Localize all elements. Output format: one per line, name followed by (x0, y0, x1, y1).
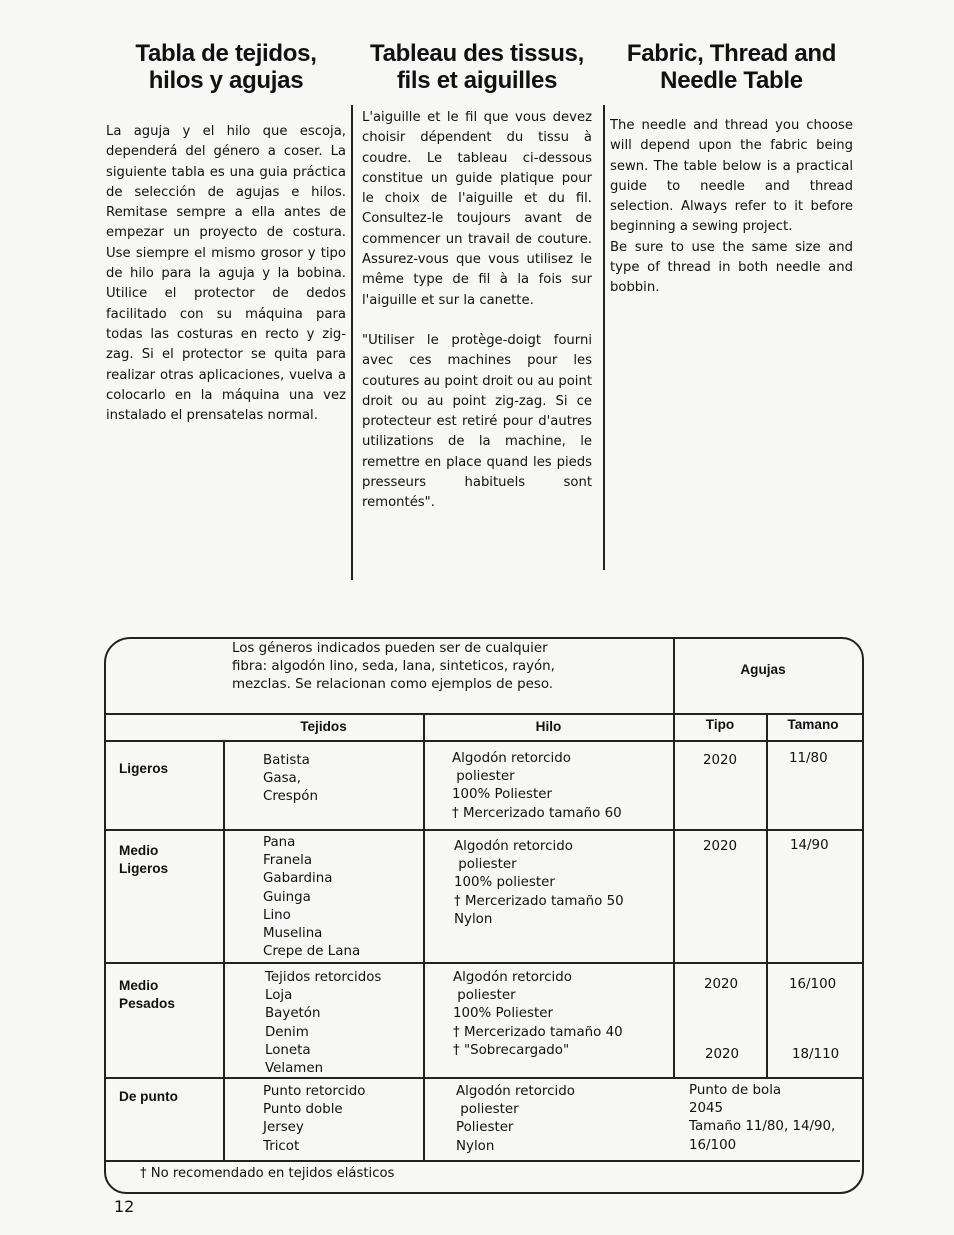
table-rule (104, 740, 862, 742)
fabrics-cell: Tejidos retorcidos Loja Bayetón Denim Loneta Velamen (265, 970, 382, 1077)
english-body: The needle and thread you choose will depend upon the fabric being sewn. The table below is a practical guide to needle and thread selection. Always refer to it before beginning a sewing project. (610, 118, 853, 235)
table-rule (766, 713, 768, 1077)
english-title: Fabric, Thread and Needle Table (626, 40, 837, 94)
spanish-title: Tabla de tejidos, hilos y agujas (135, 40, 317, 94)
header-tipo: Tipo (705, 717, 735, 732)
english-column (610, 40, 853, 299)
fabrics-cell: Punto retorcido Punto doble Jersey Tricot (263, 1084, 366, 1154)
needle-cell: Punto de bola 2045 Tamaño 11/80, 14/90, 16/100 (689, 1083, 836, 1153)
agujas-header: Agujas (740, 662, 786, 677)
header-tamano: Tamano (787, 717, 839, 732)
table-rule (104, 962, 862, 964)
french-body-2: "Utiliser le protège-doigt fourni avec ces machines pour les coutures au point droit ou au point droit ou au point zig-zag. Si ce protecteur est retiré pour d'autres utilizations de la machine, le remettre en place quand les pieds presseurs habituels sont remontés". (362, 332, 592, 511)
thread-cell: Algodón retorcido poliester Poliester Nylon (456, 1084, 575, 1154)
table-rule (104, 829, 862, 831)
column-divider (603, 105, 605, 570)
column-divider (351, 105, 353, 580)
weight-label: Medio Pesados (119, 978, 175, 1012)
tamano-cell: 11/80 (789, 751, 828, 766)
french-body: L'aiguille et le fil que vous devez choisir dépendent du tissu à coudre. Le tableau ci-dessous constitue un guide platique pour le choix de l'aiguille et du fil. Consultez-le toujours avant de commencer un travail de couture. Assurez-vous que vous utilisez le même type de fil à la fois sur l'aiguille et sur la canette. (362, 110, 592, 308)
table-footnote: † No recomendado en tejidos elásticos (140, 1166, 395, 1181)
french-title: Tableau des tissus, fils et aiguilles (370, 40, 584, 94)
weight-label: De punto (119, 1089, 178, 1104)
tipo-cell: 2020 (703, 753, 738, 768)
tamano-cell: 16/100 (789, 977, 837, 992)
header-tejidos: Tejidos (300, 719, 347, 734)
table-intro: Los géneros indicados pueden ser de cualquier fibra: algodón lino, seda, lana, sinteticos, rayón, mezclas. Se relacionan como ejemplos de peso. (232, 641, 555, 692)
page-number: 12 (114, 1197, 135, 1216)
tamano-cell-2: 18/110 (792, 1047, 840, 1062)
tamano-cell: 14/90 (790, 838, 829, 853)
french-column (362, 40, 592, 514)
table-rule (223, 740, 225, 1160)
weight-label: Medio Ligeros (119, 843, 169, 877)
table-rule (106, 1160, 860, 1162)
tipo-cell-2: 2020 (705, 1047, 740, 1062)
spanish-body: La aguja y el hilo que escoja, dependerá del género a coser. La siguiente tabla es una guia práctica de selección de agujas e hilos. Remitase sempre a ella antes de empezar un proyecto de costura. Use siempre el mismo grosor y tipo de hilo para la aguja y la bobina. Utilice el protector de dedos facilitado con su máquina para todas las costuras en recto y zig-zag. Si el protector se quita para realizar otras aplicaciones, vuelva a colocarlo en la máquina una vez instalado el prensatelas normal. (106, 124, 346, 424)
header-hilo: Hilo (535, 719, 562, 734)
thread-cell: Algodón retorcido poliester 100% poliester † Mercerizado tamaño 50 Nylon (454, 839, 624, 927)
table-rule (673, 637, 675, 1077)
table-rule (423, 713, 425, 1160)
table-rule (104, 1077, 862, 1079)
fabrics-cell: Batista Gasa, Crespón (263, 753, 318, 805)
table-rule (104, 713, 862, 715)
fabrics-cell: Pana Franela Gabardina Guinga Lino Muselina Crepe de Lana (263, 835, 361, 960)
spanish-column (106, 40, 346, 426)
tipo-cell: 2020 (704, 977, 739, 992)
thread-cell: Algodón retorcido poliester 100% Poliester † Mercerizado tamaño 60 (452, 751, 622, 821)
weight-label: Ligeros (119, 761, 169, 776)
thread-cell: Algodón retorcido poliester 100% Poliester † Mercerizado tamaño 40 † "Sobrecargado" (453, 970, 623, 1058)
tipo-cell: 2020 (703, 839, 738, 854)
english-body-2: Be sure to use the same size and type of thread in both needle and bobbin. (610, 239, 853, 296)
